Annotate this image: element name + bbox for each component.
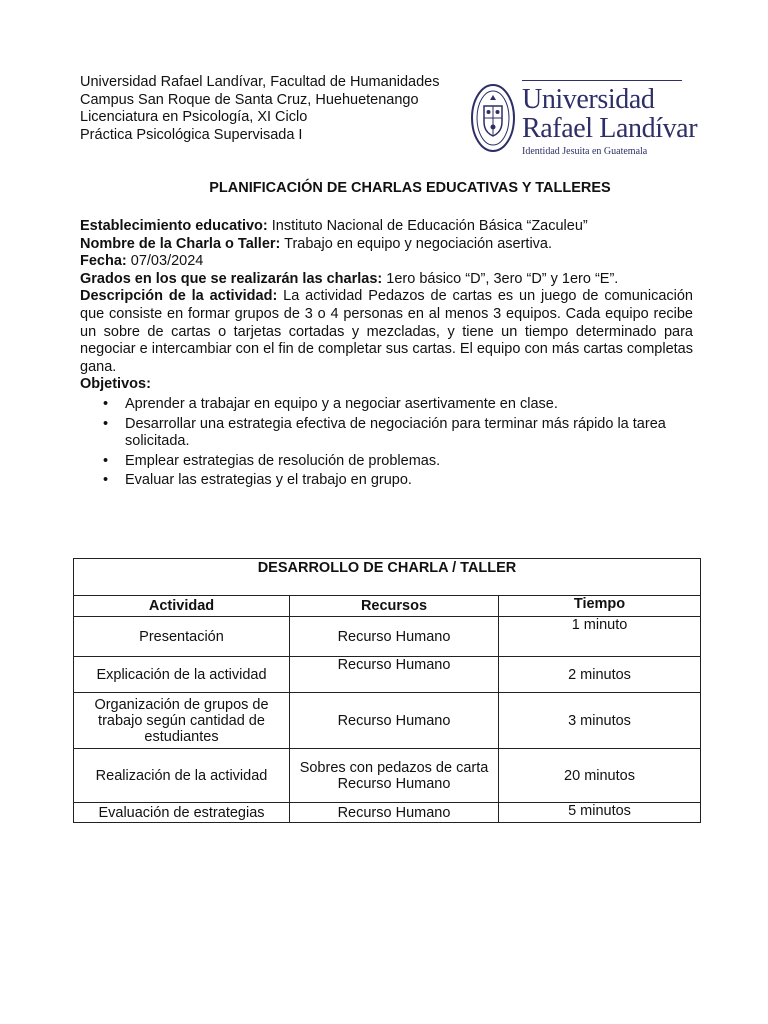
bullet-icon: • — [103, 395, 109, 412]
cell-recursos: Recurso Humano — [290, 617, 499, 657]
bullet-icon: • — [103, 415, 109, 432]
logo-university: Universidad — [522, 84, 655, 115]
field-fecha — [80, 253, 693, 271]
field-objetivos-label: Objetivos: — [80, 376, 151, 393]
cell-tiempo: 5 minutos — [499, 803, 701, 823]
field-grados — [80, 271, 693, 289]
field-establecimiento-label: Establecimiento educativo: — [80, 218, 268, 234]
header-line-university: Universidad Rafael Landívar, Facultad de Humanidades — [80, 74, 440, 90]
document-title: PLANIFICACIÓN DE CHARLAS EDUCATIVAS Y TALLERES — [209, 180, 611, 196]
cell-tiempo: 2 minutos — [499, 657, 701, 693]
logo-tagline: Identidad Jesuita en Guatemala — [522, 146, 648, 157]
cell-recursos: Recurso Humano — [290, 657, 499, 693]
table-header-row — [74, 596, 701, 617]
cell-tiempo: 3 minutos — [499, 693, 701, 749]
header-line-course: Práctica Psicológica Supervisada I — [80, 126, 303, 143]
header-line-campus: Campus San Roque de Santa Cruz, Huehuetenango — [80, 91, 419, 108]
bullet-icon: • — [103, 452, 109, 469]
university-logo — [470, 78, 698, 160]
bullet-icon: • — [103, 472, 109, 489]
list-item: • Evaluar las estrategias y el trabajo en grupo. — [103, 472, 412, 489]
planning-details — [80, 218, 693, 490]
cell-actividad: Organización de grupos de trabajo según cantidad de estudiantes — [74, 693, 290, 749]
table-row — [74, 657, 701, 693]
field-objetivos — [80, 376, 693, 394]
cell-actividad: Evaluación de estrategias — [74, 803, 290, 823]
cell-recursos: Recurso Humano — [290, 803, 499, 823]
cell-tiempo: 20 minutos — [499, 749, 701, 803]
cell-actividad: Realización de la actividad — [74, 749, 290, 803]
field-nombre-value: Trabajo en equipo y negociación asertiva. — [280, 235, 553, 252]
field-establecimiento — [80, 218, 693, 236]
table-row — [74, 803, 701, 823]
list-item: • Desarrollar una estrategia efectiva de negociación para terminar más rápido la tarea solicitada. — [103, 415, 666, 450]
university-seal-icon — [470, 82, 516, 154]
field-descripcion-label: Descripción de la actividad: — [80, 288, 278, 305]
cell-recursos: Recurso Humano — [290, 693, 499, 749]
field-descripcion-value: La actividad Pedazos de cartas es un juego de comunicación que consiste en formar grupos de 3 o 4 personas en al menos 3 equipos. Cada equipo recibe un sobre de cartas o tarjetas cortadas y mezcladas, y tiene un tiempo determinado para negociar e intercambiar con el fin de completar sus cartas. El equipo con más cartas completas gana. — [80, 288, 693, 375]
cell-tiempo: 1 minuto — [499, 617, 701, 657]
field-grados-label: Grados en los que se realizarán las charlas: — [80, 270, 383, 287]
list-item: • Emplear estrategias de resolución de problemas. — [103, 452, 441, 469]
header-actividad: Actividad — [74, 596, 290, 617]
logo-rafael-landivar: Rafael Landívar — [522, 113, 698, 144]
logo-rule — [522, 80, 682, 81]
cell-recursos-line1: Sobres con pedazos de carta — [299, 759, 489, 776]
header-line-program: Licenciatura en Psicología, XI Ciclo — [80, 109, 308, 125]
table-row — [74, 617, 701, 657]
development-table — [73, 558, 701, 823]
table-title: DESARROLLO DE CHARLA / TALLER — [74, 559, 701, 596]
objectives-list — [80, 396, 693, 490]
field-descripcion — [80, 288, 693, 376]
field-fecha-value: 07/03/2024 — [126, 253, 204, 270]
field-establecimiento-value: Instituto Nacional de Educación Básica “Zaculeu” — [267, 218, 588, 234]
field-grados-value: 1ero básico “D”, 3ero “D” y 1ero “E”. — [382, 270, 619, 287]
field-nombre-label: Nombre de la Charla o Taller: — [80, 235, 281, 252]
header-recursos: Recursos — [290, 596, 499, 617]
cell-actividad: Presentación — [74, 617, 290, 657]
table-title-row — [74, 559, 701, 596]
field-nombre — [80, 236, 693, 254]
cell-actividad: Explicación de la actividad — [74, 657, 290, 693]
table-row — [74, 749, 701, 803]
field-fecha-label: Fecha: — [80, 253, 127, 270]
cell-recursos — [290, 749, 499, 803]
cell-recursos-line2: Recurso Humano — [337, 775, 451, 792]
table-row — [74, 693, 701, 749]
header-tiempo: Tiempo — [499, 596, 701, 617]
institution-header — [80, 74, 440, 144]
list-item: • Aprender a trabajar en equipo y a negociar asertivamente en clase. — [103, 395, 558, 412]
